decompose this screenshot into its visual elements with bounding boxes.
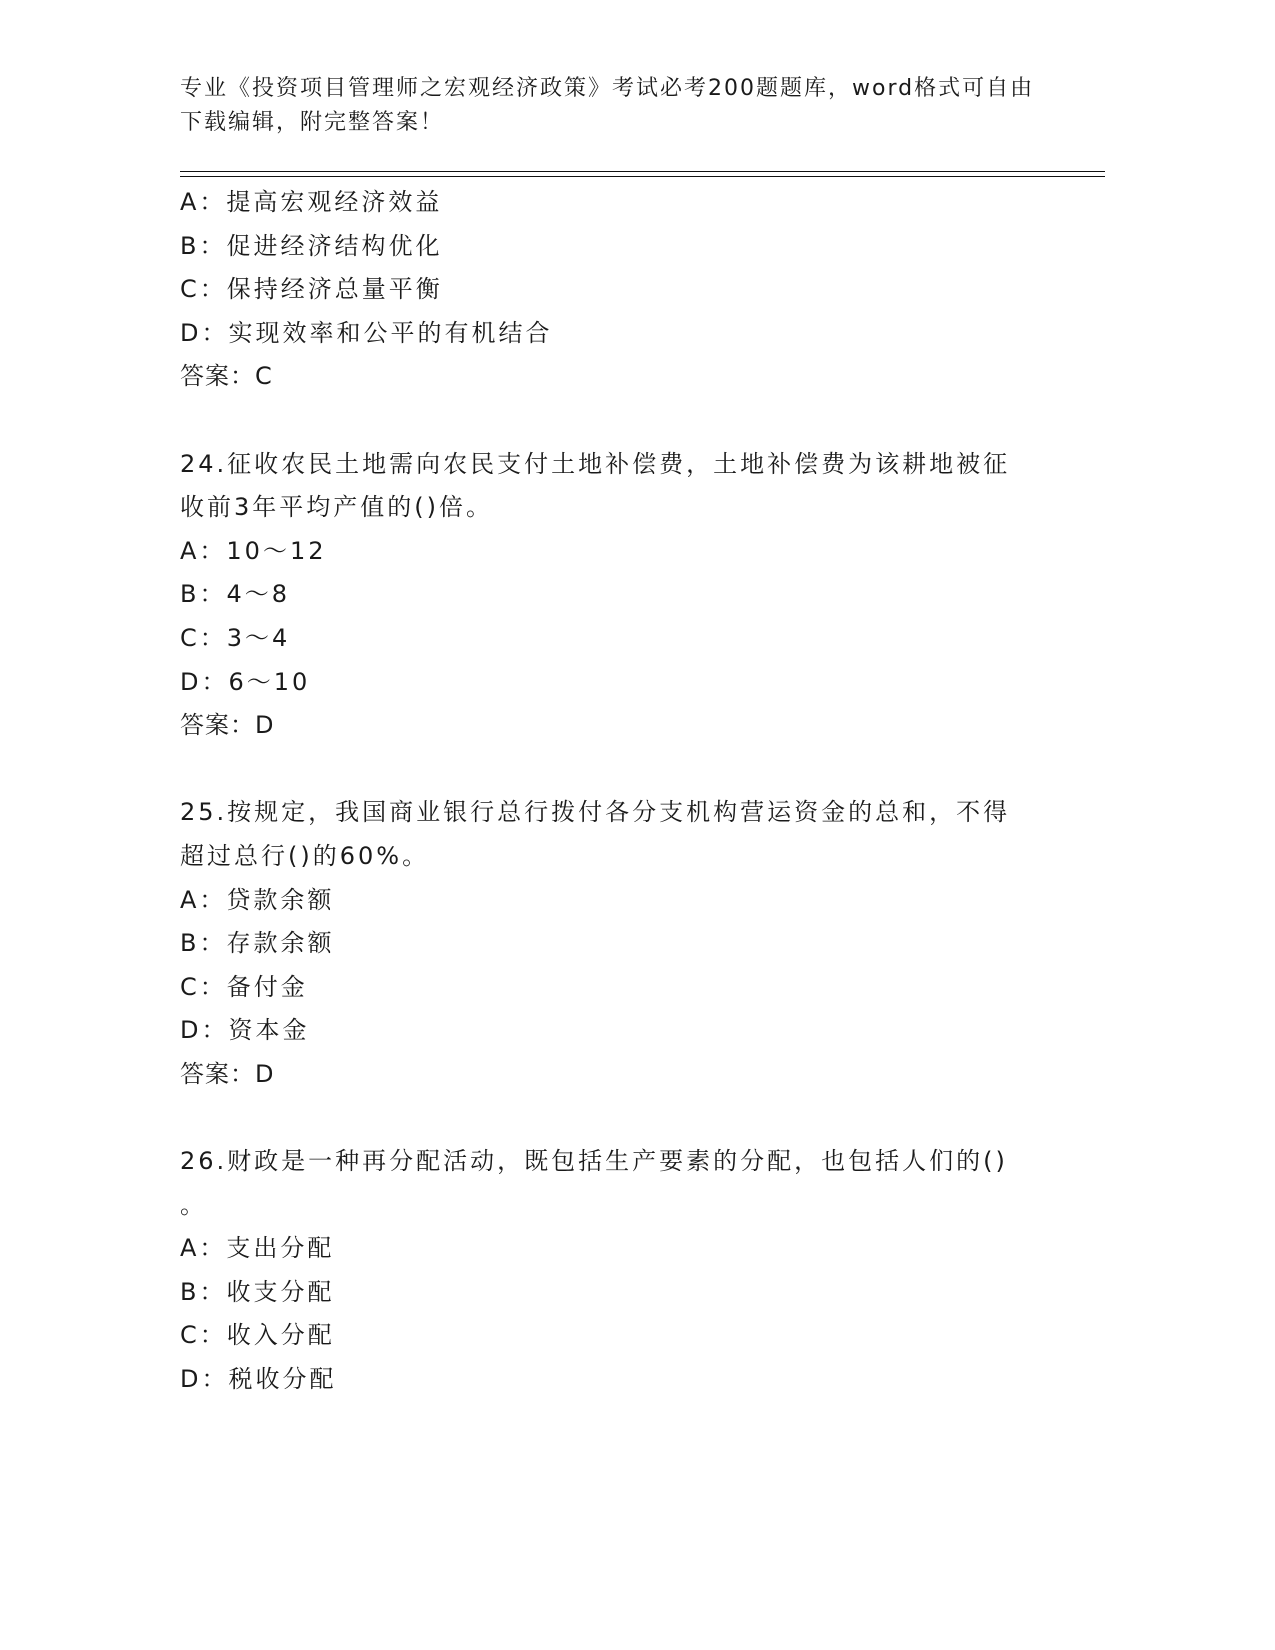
- question-stem-line-2: 超过总行()的60%。: [180, 841, 430, 870]
- header-divider-bottom: [180, 176, 1105, 177]
- header-line-1: 专业《投资项目管理师之宏观经济政策》考试必考200题题库，word格式可自由: [180, 76, 1035, 101]
- question-block-25: [180, 791, 1040, 1096]
- spacer: [180, 1096, 1040, 1140]
- option-d: D：6～10: [180, 667, 311, 696]
- question-stem-line-1: 24.征收农民土地需向农民支付土地补偿费，土地补偿费为该耕地被征: [180, 449, 1011, 478]
- question-block-24: [180, 443, 1040, 748]
- option-d: D：税收分配: [180, 1365, 337, 1394]
- option-a: A：10～12: [180, 536, 327, 565]
- option-d: D：资本金: [180, 1016, 310, 1045]
- question-stem-line-1: 26.财政是一种再分配活动，既包括生产要素的分配，也包括人们的(): [180, 1147, 1008, 1176]
- option-c: C：3～4: [180, 623, 291, 652]
- answer-line: 答案：C: [180, 362, 273, 391]
- option-b: B：4～8: [180, 580, 291, 609]
- question-block-continued: [180, 181, 1040, 399]
- option-b: B：存款余额: [180, 929, 335, 958]
- spacer: [180, 748, 1040, 792]
- option-d: D：实现效率和公平的有机结合: [180, 318, 553, 347]
- option-c: C：备付金: [180, 972, 308, 1001]
- option-b: B：促进经济结构优化: [180, 231, 443, 260]
- option-c: C：收入分配: [180, 1321, 335, 1350]
- option-a: A：提高宏观经济效益: [180, 188, 443, 216]
- question-block-26: [180, 1140, 1040, 1402]
- option-c: C：保持经济总量平衡: [180, 275, 443, 304]
- document-header: [180, 72, 1060, 140]
- question-stem-line-1: 25.按规定，我国商业银行总行拨付各分支机构营运资金的总和，不得: [180, 798, 1011, 827]
- answer-line: 答案：D: [180, 711, 275, 740]
- question-list: [180, 181, 1040, 1402]
- header-line-2: 下载编辑，附完整答案！: [180, 110, 445, 135]
- option-b: B：收支分配: [180, 1277, 335, 1306]
- option-a: A：贷款余额: [180, 885, 335, 914]
- question-stem-line-2: 收前3年平均产值的()倍。: [180, 493, 493, 522]
- answer-line: 答案：D: [180, 1059, 275, 1088]
- question-stem-line-2: 。: [180, 1190, 207, 1219]
- option-a: A：支出分配: [180, 1234, 335, 1263]
- header-divider-top: [180, 171, 1105, 172]
- spacer: [180, 399, 1040, 443]
